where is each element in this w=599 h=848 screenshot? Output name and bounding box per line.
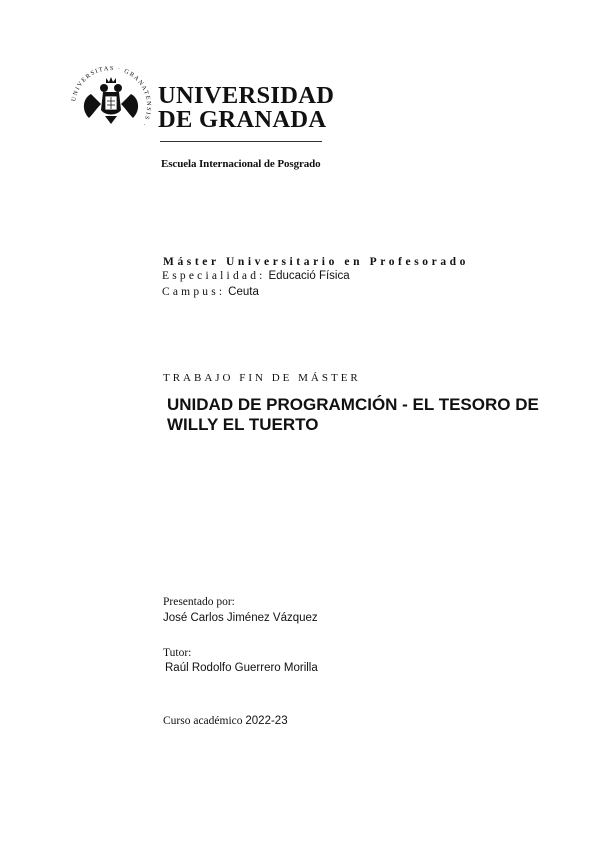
campus-row	[162, 286, 259, 298]
academic-year-row	[163, 715, 288, 727]
tutor-label: Tutor:	[163, 647, 192, 659]
campus-value: Ceuta	[228, 286, 259, 298]
university-seal-logo	[69, 64, 153, 148]
university-name-line2: DE GRANADA	[158, 106, 327, 133]
header-divider	[160, 141, 322, 142]
presented-by-value: José Carlos Jiménez Vázquez	[163, 612, 318, 624]
school-name: Escuela Internacional de Posgrado	[161, 158, 321, 170]
tutor-value: Raúl Rodolfo Guerrero Morilla	[165, 662, 318, 674]
work-title: UNIDAD DE PROGRAMCIÓN - EL TESORO DE WILLY EL TUERTO	[167, 395, 539, 434]
specialty-row	[162, 270, 350, 282]
specialty-value: Educació Física	[268, 270, 350, 282]
academic-year-value: 2022-23	[245, 715, 288, 727]
campus-label: Campus:	[162, 286, 226, 298]
seal-text: UNIVERSITAS · GRANATENSIS ·	[70, 64, 153, 129]
university-name-line1: UNIVERSIDAD	[158, 82, 335, 109]
specialty-label: Especialidad:	[162, 270, 266, 282]
academic-year-label: Curso académico	[163, 715, 243, 727]
master-program: Máster Universitario en Profesorado	[163, 256, 470, 268]
work-type: TRABAJO FIN DE MÁSTER	[163, 372, 361, 384]
presented-by-label: Presentado por:	[163, 596, 235, 608]
